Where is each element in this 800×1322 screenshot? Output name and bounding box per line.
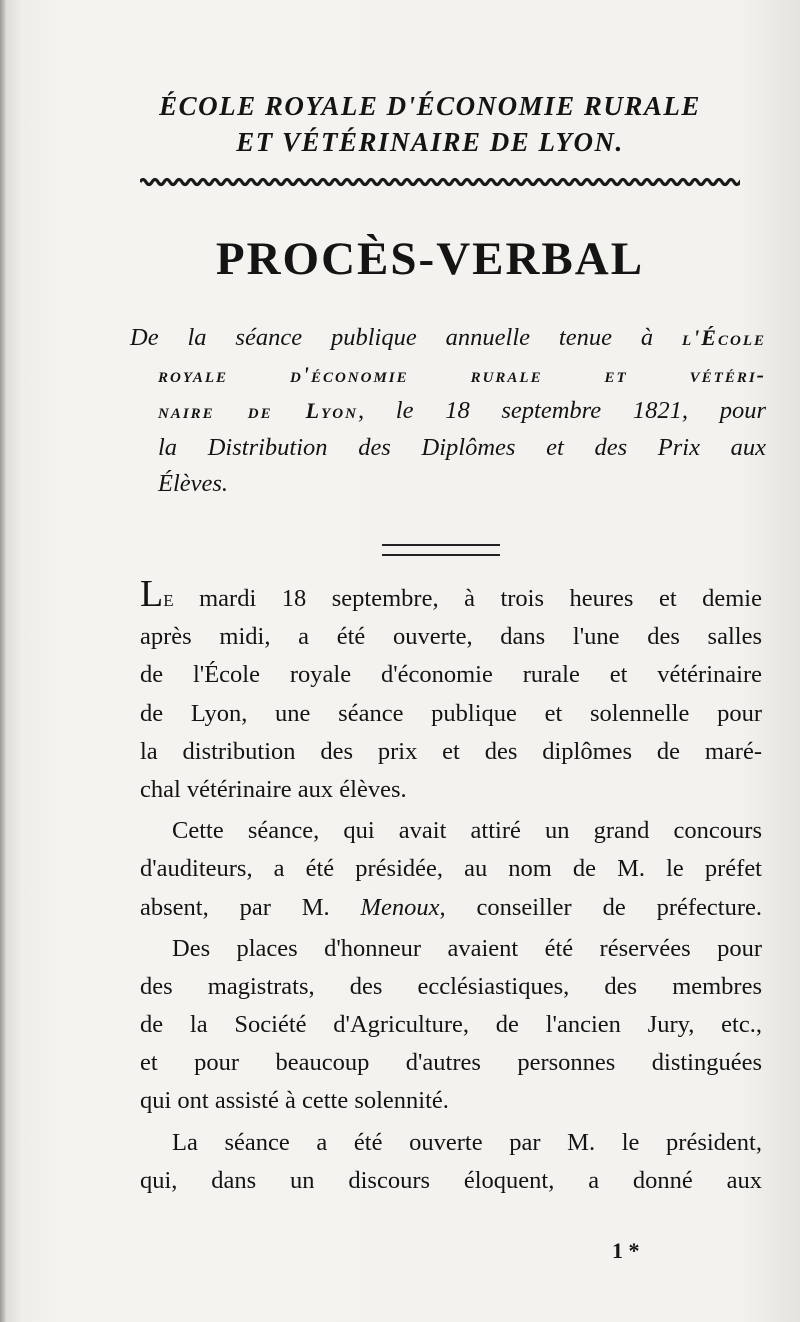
header-line-2: ET VÉTÉRINAIRE DE LYON. [236, 127, 624, 157]
page-number: 1 * [612, 1238, 640, 1263]
paragraph-3-line-4: et pour beaucoup d'autres personnes distinguées [140, 1049, 762, 1077]
document-subtitle [130, 320, 766, 503]
subtitle-line-1: De la séance publique annuelle tenue à l'École [130, 324, 766, 351]
paragraph-4-line-1: La séance a été ouverte par M. le président, [172, 1128, 762, 1156]
paragraph-3-line-3: de la Société d'Agriculture, de l'ancien Jury, etc., [140, 1011, 762, 1039]
double-rule-divider [382, 544, 500, 556]
paragraph-1-line-4: de Lyon, une séance publique et solennelle pour [140, 699, 762, 727]
paragraph-3-line-5: qui ont assisté à cette solennité. [140, 1087, 449, 1115]
paragraph-2-line-3: absent, par M. Menoux, conseiller de préfecture. [140, 893, 762, 921]
paragraph-1-line-2: après midi, a été ouverte, dans l'une des salles [140, 623, 762, 651]
institution-header [110, 88, 750, 160]
paragraph-1-line-6: chal vétérinaire aux élèves. [140, 775, 407, 803]
paragraph-2-line-1: Cette séance, qui avait attiré un grand concours [172, 817, 762, 845]
subtitle-line-2: royale d'économie rurale et vétéri- [158, 361, 766, 387]
person-name-menoux: Menoux [360, 893, 440, 921]
paragraph-3-line-1: Des places d'honneur avaient été réservées pour [172, 934, 762, 962]
paragraph-4-line-2: qui, dans un discours éloquent, a donné aux [140, 1166, 762, 1194]
document-title: PROCÈS-VERBAL [215, 233, 645, 285]
paragraph-3-line-2: des magistrats, des ecclésiastiques, des membres [140, 972, 762, 1000]
subtitle-line-4: la Distribution des Diplômes et des Prix aux [158, 433, 766, 461]
paragraph-1-line-3: de l'École royale d'économie rurale et vétérinaire [140, 661, 762, 689]
ornamental-wavy-rule [140, 176, 740, 188]
subtitle-line-3: naire de Lyon, le 18 septembre 1821, pour [158, 397, 767, 424]
header-line-1: ÉCOLE ROYALE D'ÉCONOMIE RURALE [159, 91, 701, 121]
page-spine-shadow [0, 0, 6, 1322]
subtitle-line-5: Élèves. [158, 470, 229, 497]
paragraph-2-line-2: d'auditeurs, a été présidée, au nom de M. le préfet [140, 855, 762, 883]
paragraph-1-line-5: la distribution des prix et des diplômes de maré- [140, 737, 762, 765]
paragraph-1-line-1: Le mardi 18 septembre, à trois heures et demie [140, 580, 762, 618]
body-text [140, 580, 762, 1200]
drop-cap: L [140, 580, 164, 615]
